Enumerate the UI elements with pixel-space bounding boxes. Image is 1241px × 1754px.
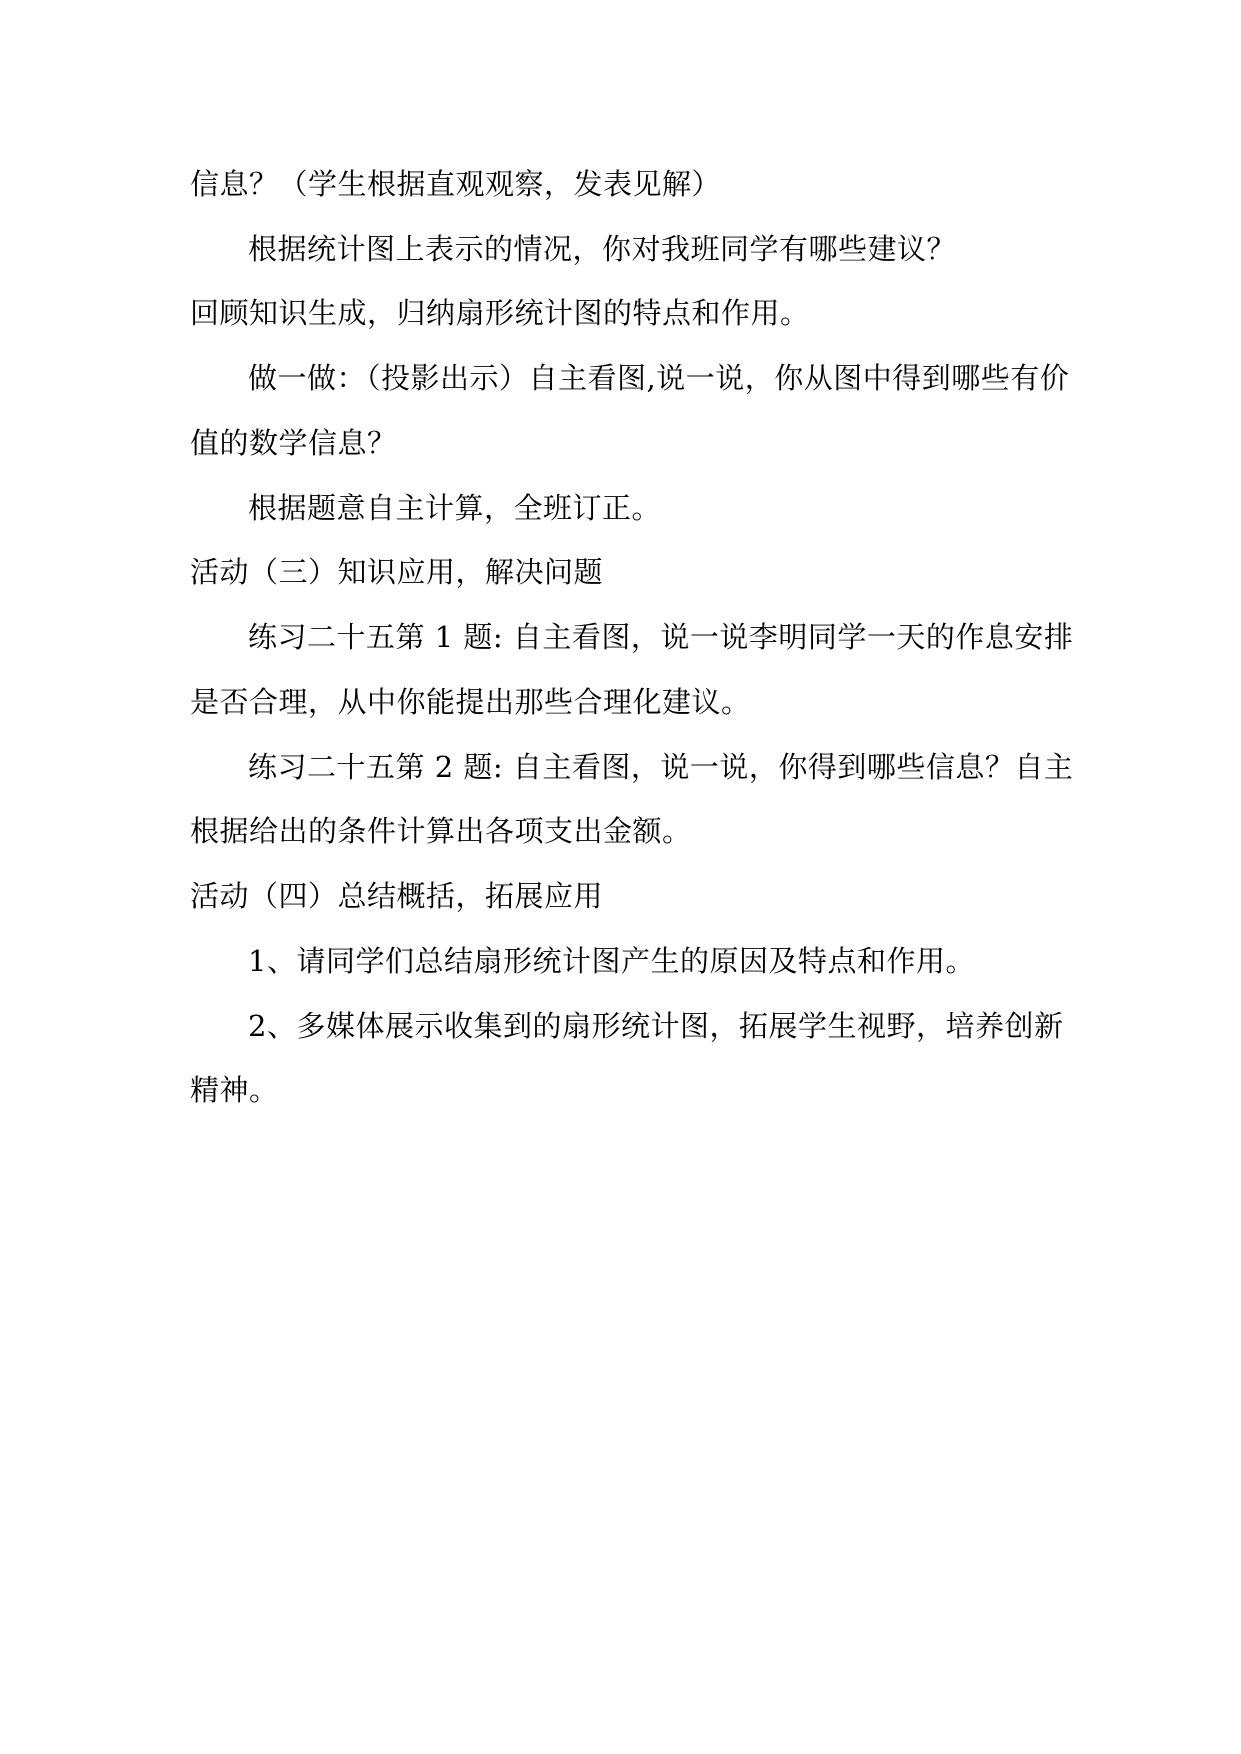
paragraph-line: 根据题意自主计算，全班订正。 [248,491,662,525]
section-heading: 活动（四）总结概括，拓展应用 [190,879,604,913]
paragraph-line: 根据统计图上表示的情况，你对我班同学有哪些建议？ [248,232,957,266]
paragraph-line: 做一做：（投影出示）自主看图,说一说，你从图中得到哪些有价 [248,361,1070,395]
paragraph-line: 回顾知识生成，归纳扇形统计图的特点和作用。 [190,296,810,330]
paragraph-line: 根据给出的条件计算出各项支出金额。 [190,814,692,848]
paragraph-line: 是否合理，从中你能提出那些合理化建议。 [190,685,751,719]
paragraph-line: 值的数学信息？ [190,426,397,460]
paragraph-line: 信息？（学生根据直观观察，发表见解） [190,167,722,201]
list-item: 2、多媒体展示收集到的扇形统计图，拓展学生视野，培养创新 [248,1009,1064,1043]
section-heading: 活动（三）知识应用，解决问题 [190,555,604,589]
list-item: 1、请同学们总结扇形统计图产生的原因及特点和作用。 [248,944,975,978]
paragraph-line: 精神。 [190,1073,279,1107]
paragraph-line: 练习二十五第 1 题: 自主看图，说一说李明同学一天的作息安排 [248,620,1074,654]
paragraph-line: 练习二十五第 2 题: 自主看图，说一说，你得到哪些信息？自主 [248,750,1074,784]
